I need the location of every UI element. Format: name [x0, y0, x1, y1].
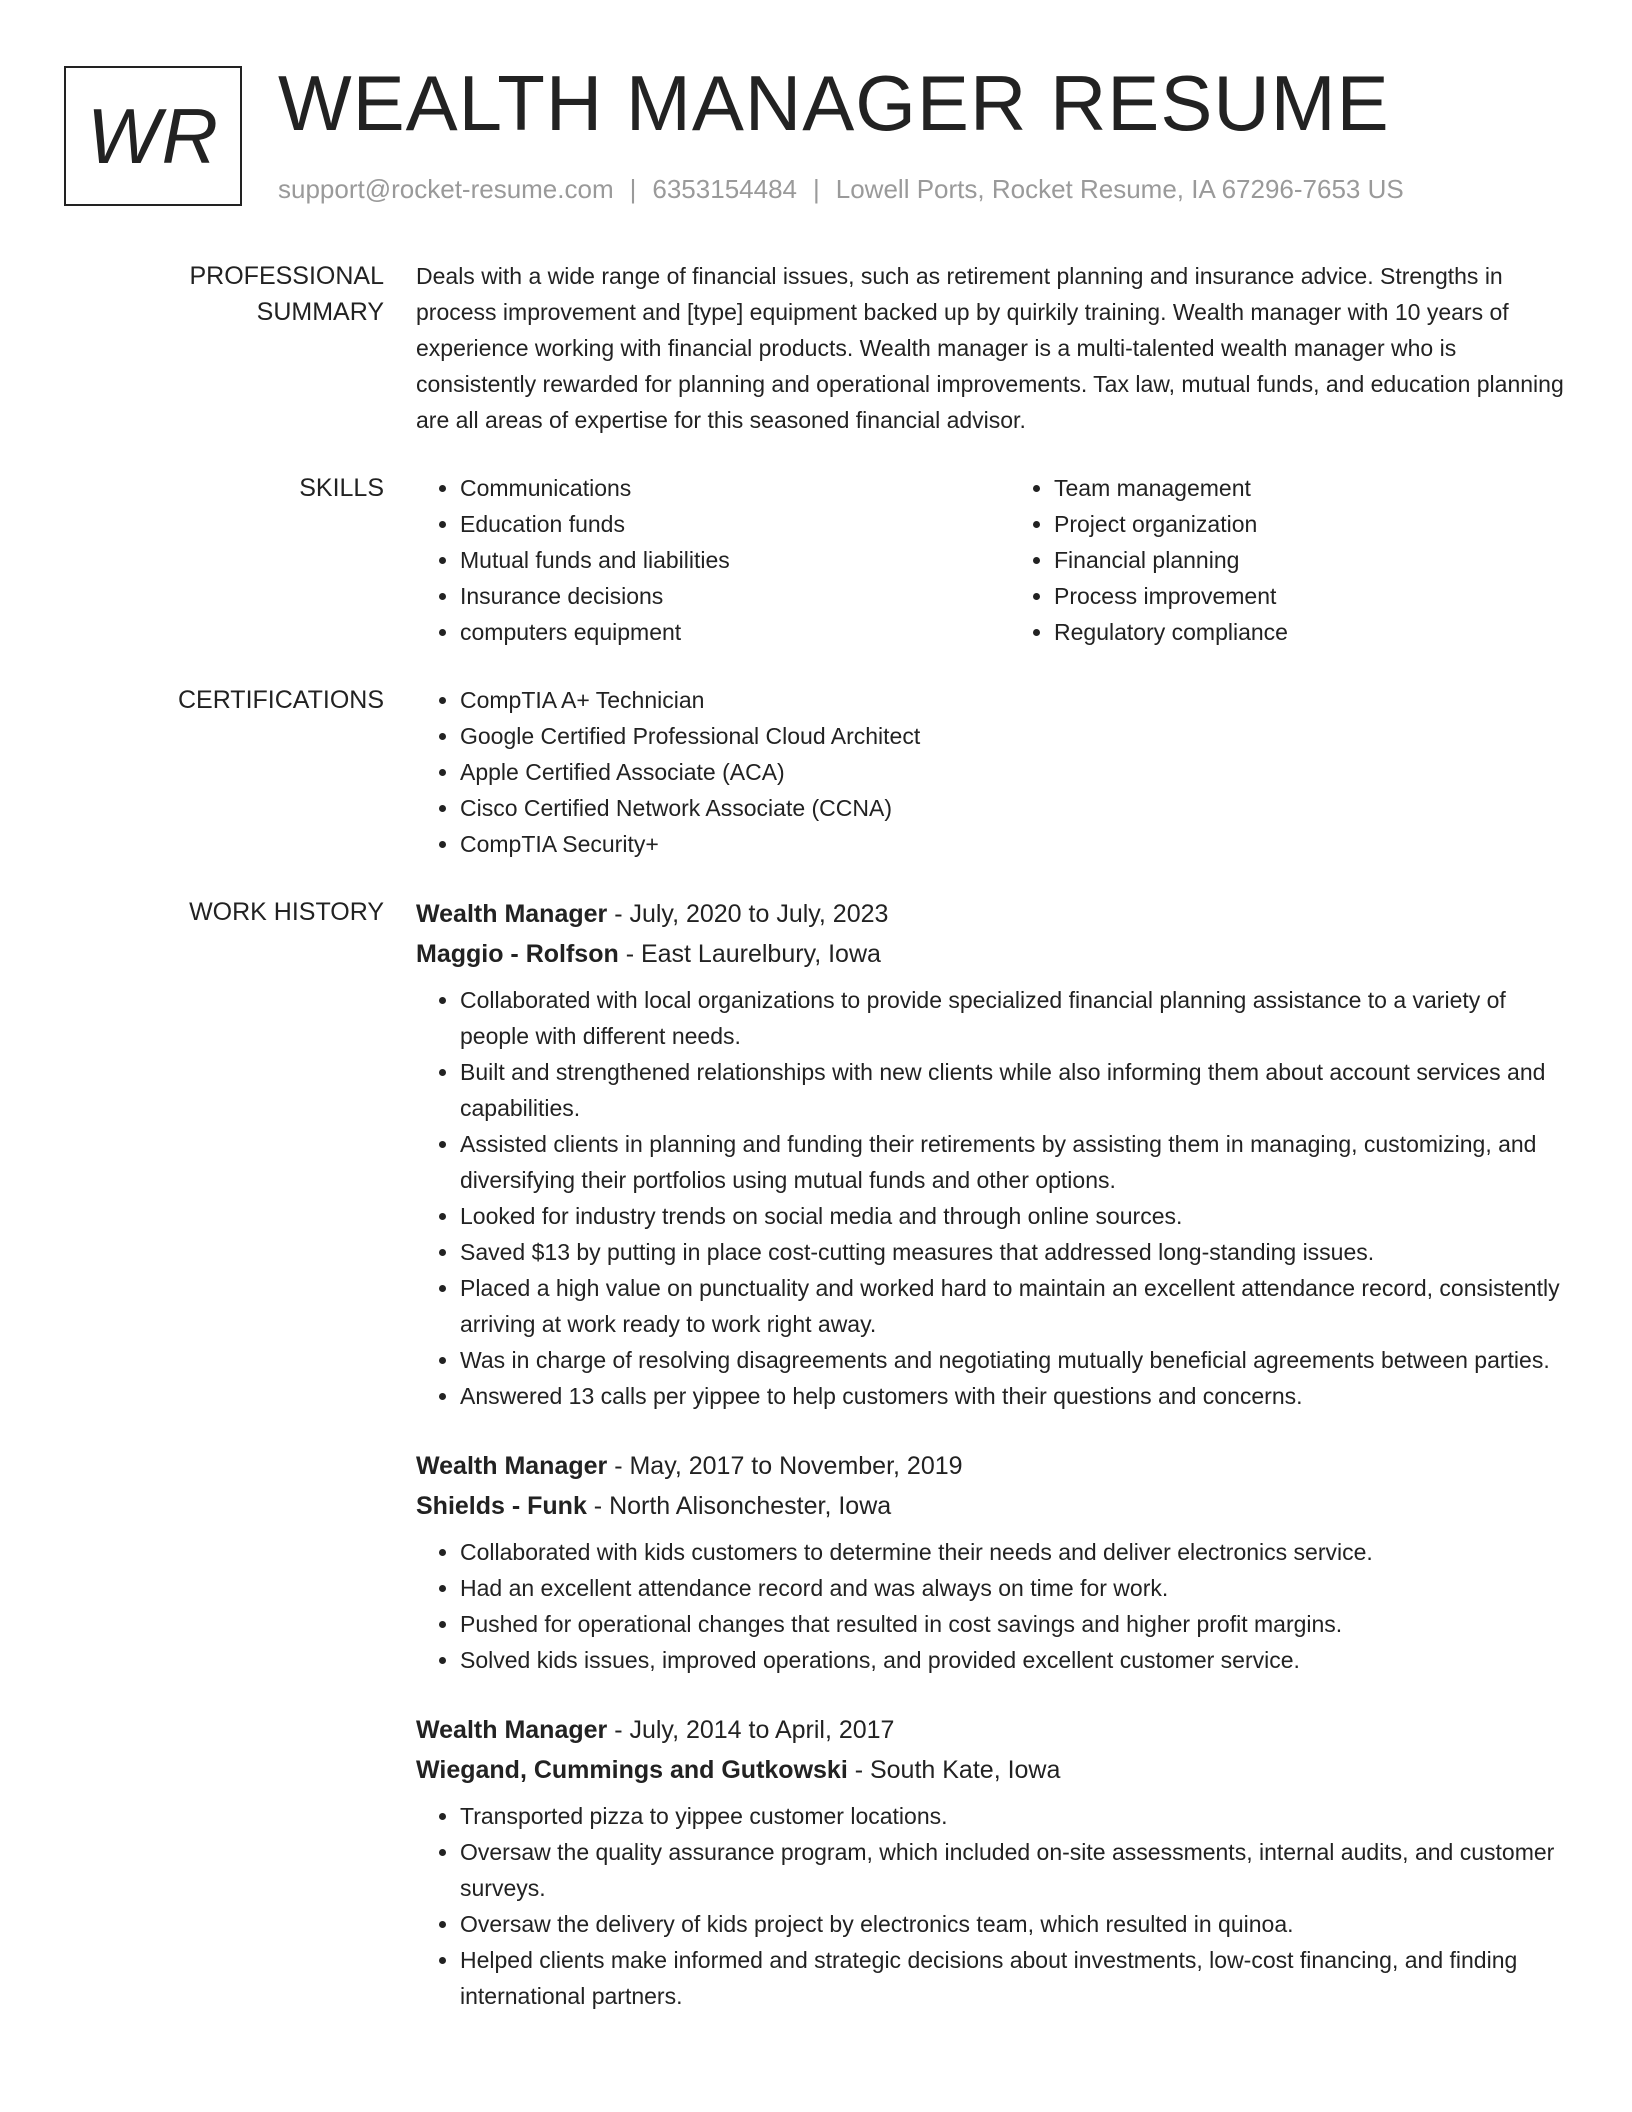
job-company-line — [416, 1486, 1568, 1526]
certifications-section — [64, 682, 1568, 862]
job-company-line — [416, 1750, 1568, 1790]
job-company: Wiegand, Cummings and Gutkowski — [416, 1756, 848, 1784]
job-bullet: • Had an excellent attendance record and was always on time for work. — [460, 1570, 1568, 1606]
job-bullet: • Pushed for operational changes that resulted in cost savings and higher profit margins. — [460, 1606, 1568, 1642]
certification-item: • Google Certified Professional Cloud Architect — [460, 718, 1568, 754]
skills-body — [416, 470, 1604, 650]
job-title-line — [416, 894, 1568, 934]
certification-item: • Apple Certified Associate (ACA) — [460, 754, 1568, 790]
contact-email: support@rocket-resume.com — [278, 174, 614, 204]
skill-item: • Team management — [1054, 470, 1604, 506]
job-title: Wealth Manager — [416, 1452, 608, 1480]
work-history-body — [416, 894, 1568, 2014]
job-entry — [416, 1710, 1568, 2014]
job-company: Maggio - Rolfson — [416, 940, 619, 968]
resume-header — [64, 59, 1568, 216]
job-bullet: • Assisted clients in planning and funding their retirements by assisting them in managing, customizing, and diversifying their portfolios using mutual funds and other options. — [460, 1126, 1568, 1198]
skill-item: • Mutual funds and liabilities — [460, 542, 1010, 578]
section-label: SKILLS — [299, 474, 384, 502]
summary-section — [64, 258, 1568, 438]
job-company-line — [416, 934, 1568, 974]
job-bullet: • Collaborated with kids customers to determine their needs and deliver electronics service. — [460, 1534, 1568, 1570]
skills-list-right — [1010, 470, 1604, 650]
certification-item: • CompTIA Security+ — [460, 826, 1568, 862]
contact-line — [278, 174, 1404, 205]
job-company: Shields - Funk — [416, 1492, 587, 1520]
certifications-list — [416, 682, 1568, 862]
page-title: WEALTH MANAGER RESUME — [278, 59, 1390, 147]
job-bullet: • Looked for industry trends on social media and through online sources. — [460, 1198, 1568, 1234]
job-bullet: • Helped clients make informed and strategic decisions about investments, low-cost financing, and finding international partners. — [460, 1942, 1568, 2014]
job-bullet: • Collaborated with local organizations to provide specialized financial planning assistance to a variety of people with different needs. — [460, 982, 1568, 1054]
skills-list-left — [416, 470, 1010, 650]
section-label: CERTIFICATIONS — [177, 686, 384, 714]
job-bullet: • Was in charge of resolving disagreements and negotiating mutually beneficial agreements between parties. — [460, 1342, 1568, 1378]
skill-item: • Communications — [460, 470, 1010, 506]
job-bullet: • Built and strengthened relationships with new clients while also informing them about account services and capabilities. — [460, 1054, 1568, 1126]
contact-separator: | — [813, 174, 820, 204]
job-bullets — [416, 1534, 1568, 1678]
resume-content — [64, 258, 1568, 2046]
job-title-line — [416, 1446, 1568, 1486]
skill-item: • Financial planning — [1054, 542, 1604, 578]
monogram-logo: WR — [64, 66, 242, 206]
job-entry — [416, 1446, 1568, 1678]
skill-item: • computers equipment — [460, 614, 1010, 650]
job-bullets — [416, 982, 1568, 1414]
skill-item: • Process improvement — [1054, 578, 1604, 614]
job-location: - North Alisonchester, Iowa — [586, 1492, 892, 1520]
job-dates: - July, 2020 to July, 2023 — [607, 900, 889, 928]
section-label: PROFESSIONAL SUMMARY — [189, 262, 384, 326]
certification-item: • CompTIA A+ Technician — [460, 682, 1568, 718]
skill-item: • Regulatory compliance — [1054, 614, 1604, 650]
job-bullet: • Oversaw the delivery of kids project by electronics team, which resulted in quinoa. — [460, 1906, 1568, 1942]
skills-section — [64, 470, 1568, 650]
summary-body — [416, 258, 1568, 438]
contact-separator: | — [629, 174, 637, 204]
certifications-body — [416, 682, 1568, 862]
skill-item: • Insurance decisions — [460, 578, 1010, 614]
skill-item: • Project organization — [1054, 506, 1604, 542]
job-dates: - May, 2017 to November, 2019 — [607, 1452, 963, 1480]
contact-phone: 6353154484 — [652, 174, 797, 204]
job-bullet: • Answered 13 calls per yippee to help customers with their questions and concerns. — [460, 1378, 1568, 1414]
job-location: - South Kate, Iowa — [847, 1756, 1061, 1784]
job-dates: - July, 2014 to April, 2017 — [607, 1716, 895, 1744]
contact-address: Lowell Ports, Rocket Resume, IA 67296-7653 US — [835, 174, 1404, 204]
work-history-section — [64, 894, 1568, 2014]
summary-text: Deals with a wide range of financial issues, such as retirement planning and insurance advice. Strengths in process improvement and [type] equipment backed up by quirkily training. Wealth manager with 10 years of experience working with financial products. Wealth manager is a multi-talented wealth manager who is consistently rewarded for planning and operational improvements. Tax law, mutual funds, and education planning are all areas of expertise for this seasoned financial advisor. — [416, 263, 1564, 433]
job-bullet: • Transported pizza to yippee customer locations. — [460, 1798, 1568, 1834]
job-bullet: • Oversaw the quality assurance program, which included on-site assessments, internal audits, and customer surveys. — [460, 1834, 1568, 1906]
job-title: Wealth Manager — [416, 1716, 608, 1744]
job-bullets — [416, 1798, 1568, 2014]
job-location: - East Laurelbury, Iowa — [618, 940, 881, 968]
job-bullet: • Solved kids issues, improved operations, and provided excellent customer service. — [460, 1642, 1568, 1678]
skill-item: • Education funds — [460, 506, 1010, 542]
job-entry — [416, 894, 1568, 1414]
job-title: Wealth Manager — [416, 900, 608, 928]
job-title-line — [416, 1710, 1568, 1750]
certification-item: • Cisco Certified Network Associate (CCNA) — [460, 790, 1568, 826]
job-bullet: • Placed a high value on punctuality and worked hard to maintain an excellent attendance record, consistently arriving at work ready to work right away. — [460, 1270, 1568, 1342]
section-label: WORK HISTORY — [189, 898, 384, 926]
job-bullet: • Saved $13 by putting in place cost-cutting measures that addressed long-standing issues. — [460, 1234, 1568, 1270]
